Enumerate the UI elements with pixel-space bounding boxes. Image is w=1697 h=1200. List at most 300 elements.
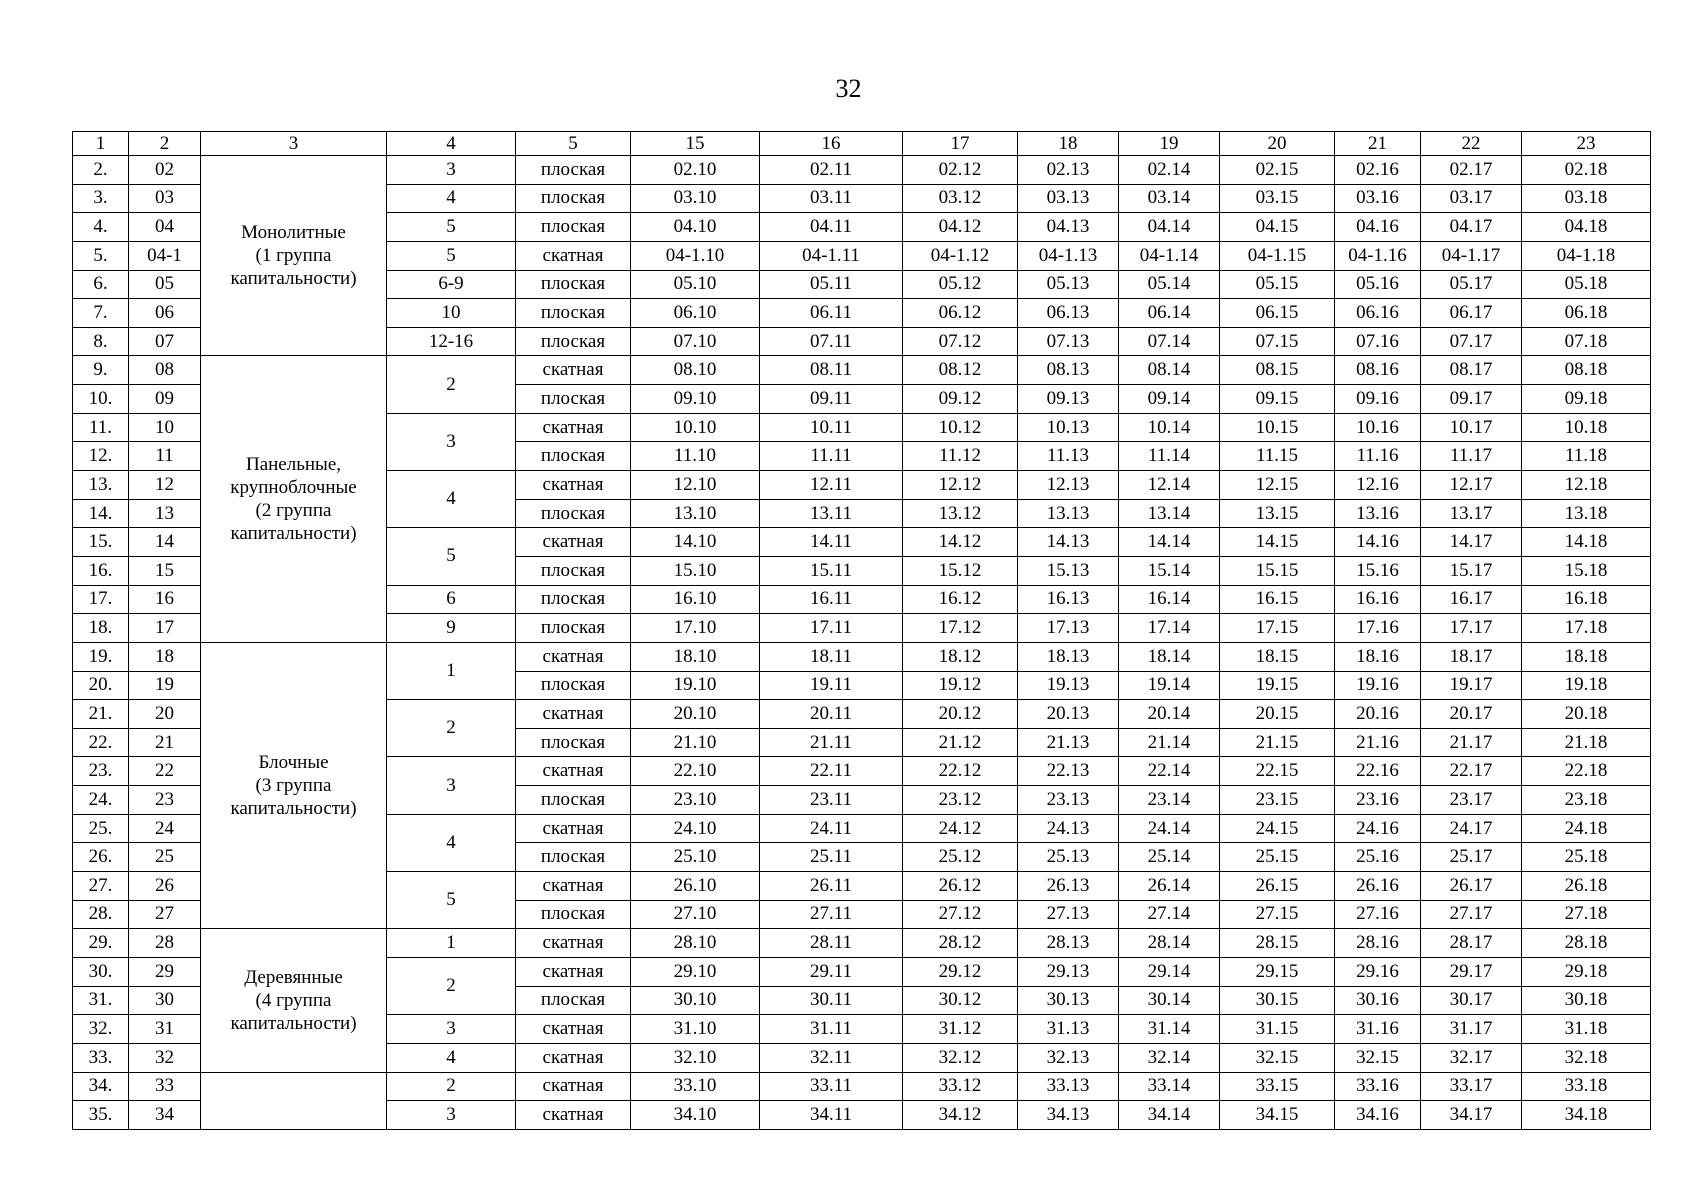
value-cell: 10.17 bbox=[1421, 413, 1522, 442]
value-cell: 34.10 bbox=[631, 1101, 760, 1130]
code-cell: 07 bbox=[129, 327, 201, 356]
value-cell: 22.18 bbox=[1522, 757, 1651, 786]
value-cell: 34.13 bbox=[1018, 1101, 1119, 1130]
value-cell: 30.15 bbox=[1220, 986, 1335, 1015]
value-cell: 18.13 bbox=[1018, 642, 1119, 671]
code-cell: 04 bbox=[129, 213, 201, 242]
value-cell: 29.12 bbox=[903, 957, 1018, 986]
row-number-cell: 29. bbox=[73, 929, 129, 958]
code-cell: 10 bbox=[129, 413, 201, 442]
value-cell: 24.11 bbox=[760, 814, 903, 843]
value-cell: 24.16 bbox=[1335, 814, 1421, 843]
value-cell: 26.14 bbox=[1119, 872, 1220, 901]
row-number-cell: 23. bbox=[73, 757, 129, 786]
value-cell: 17.11 bbox=[760, 614, 903, 643]
value-cell: 08.11 bbox=[760, 356, 903, 385]
floors-cell: 5 bbox=[387, 872, 516, 929]
floors-cell: 4 bbox=[387, 814, 516, 871]
row-number-cell: 13. bbox=[73, 471, 129, 500]
code-cell: 17 bbox=[129, 614, 201, 643]
value-cell: 03.17 bbox=[1421, 184, 1522, 213]
value-cell: 03.14 bbox=[1119, 184, 1220, 213]
value-cell: 29.18 bbox=[1522, 957, 1651, 986]
value-cell: 06.17 bbox=[1421, 299, 1522, 328]
value-cell: 30.18 bbox=[1522, 986, 1651, 1015]
value-cell: 09.17 bbox=[1421, 385, 1522, 414]
value-cell: 32.12 bbox=[903, 1043, 1018, 1072]
code-cell: 21 bbox=[129, 728, 201, 757]
floors-cell: 4 bbox=[387, 471, 516, 528]
value-cell: 29.11 bbox=[760, 957, 903, 986]
value-cell: 10.14 bbox=[1119, 413, 1220, 442]
roof-cell: скатная bbox=[516, 528, 631, 557]
row-number-cell: 21. bbox=[73, 700, 129, 729]
value-cell: 28.16 bbox=[1335, 929, 1421, 958]
value-cell: 17.12 bbox=[903, 614, 1018, 643]
value-cell: 26.15 bbox=[1220, 872, 1335, 901]
value-cell: 10.13 bbox=[1018, 413, 1119, 442]
value-cell: 07.16 bbox=[1335, 327, 1421, 356]
value-cell: 34.12 bbox=[903, 1101, 1018, 1130]
value-cell: 27.17 bbox=[1421, 900, 1522, 929]
value-cell: 34.17 bbox=[1421, 1101, 1522, 1130]
value-cell: 10.18 bbox=[1522, 413, 1651, 442]
roof-cell: плоская bbox=[516, 327, 631, 356]
value-cell: 27.11 bbox=[760, 900, 903, 929]
value-cell: 33.13 bbox=[1018, 1072, 1119, 1101]
table-row bbox=[73, 642, 1651, 671]
value-cell: 04.10 bbox=[631, 213, 760, 242]
value-cell: 28.15 bbox=[1220, 929, 1335, 958]
col-header: 2 bbox=[129, 132, 201, 156]
value-cell: 15.10 bbox=[631, 556, 760, 585]
value-cell: 33.14 bbox=[1119, 1072, 1220, 1101]
row-number-cell: 22. bbox=[73, 728, 129, 757]
row-number-cell: 19. bbox=[73, 642, 129, 671]
value-cell: 05.15 bbox=[1220, 270, 1335, 299]
value-cell: 03.15 bbox=[1220, 184, 1335, 213]
floors-cell: 4 bbox=[387, 1043, 516, 1072]
value-cell: 09.11 bbox=[760, 385, 903, 414]
value-cell: 17.15 bbox=[1220, 614, 1335, 643]
value-cell: 21.13 bbox=[1018, 728, 1119, 757]
roof-cell: скатная bbox=[516, 356, 631, 385]
floors-cell: 1 bbox=[387, 642, 516, 699]
roof-cell: плоская bbox=[516, 556, 631, 585]
value-cell: 23.14 bbox=[1119, 786, 1220, 815]
value-cell: 26.17 bbox=[1421, 872, 1522, 901]
roof-cell: плоская bbox=[516, 270, 631, 299]
value-cell: 08.15 bbox=[1220, 356, 1335, 385]
value-cell: 04-1.14 bbox=[1119, 241, 1220, 270]
value-cell: 28.14 bbox=[1119, 929, 1220, 958]
roof-cell: скатная bbox=[516, 471, 631, 500]
code-cell: 02 bbox=[129, 156, 201, 185]
value-cell: 19.13 bbox=[1018, 671, 1119, 700]
value-cell: 15.11 bbox=[760, 556, 903, 585]
value-cell: 33.10 bbox=[631, 1072, 760, 1101]
value-cell: 30.10 bbox=[631, 986, 760, 1015]
value-cell: 28.13 bbox=[1018, 929, 1119, 958]
code-cell: 16 bbox=[129, 585, 201, 614]
row-number-cell: 5. bbox=[73, 241, 129, 270]
value-cell: 14.13 bbox=[1018, 528, 1119, 557]
row-number-cell: 9. bbox=[73, 356, 129, 385]
floors-cell: 3 bbox=[387, 1101, 516, 1130]
row-number-cell: 8. bbox=[73, 327, 129, 356]
code-cell: 24 bbox=[129, 814, 201, 843]
col-header: 1 bbox=[73, 132, 129, 156]
value-cell: 26.18 bbox=[1522, 872, 1651, 901]
value-cell: 24.10 bbox=[631, 814, 760, 843]
code-cell: 06 bbox=[129, 299, 201, 328]
value-cell: 33.15 bbox=[1220, 1072, 1335, 1101]
code-cell: 13 bbox=[129, 499, 201, 528]
value-cell: 07.10 bbox=[631, 327, 760, 356]
code-cell: 30 bbox=[129, 986, 201, 1015]
value-cell: 29.15 bbox=[1220, 957, 1335, 986]
value-cell: 18.12 bbox=[903, 642, 1018, 671]
value-cell: 06.14 bbox=[1119, 299, 1220, 328]
roof-cell: скатная bbox=[516, 757, 631, 786]
value-cell: 31.14 bbox=[1119, 1015, 1220, 1044]
row-number-cell: 28. bbox=[73, 900, 129, 929]
col-header: 4 bbox=[387, 132, 516, 156]
value-cell: 24.17 bbox=[1421, 814, 1522, 843]
row-number-cell: 33. bbox=[73, 1043, 129, 1072]
value-cell: 18.17 bbox=[1421, 642, 1522, 671]
value-cell: 21.10 bbox=[631, 728, 760, 757]
row-number-cell: 3. bbox=[73, 184, 129, 213]
value-cell: 11.18 bbox=[1522, 442, 1651, 471]
value-cell: 23.13 bbox=[1018, 786, 1119, 815]
roof-cell: плоская bbox=[516, 499, 631, 528]
value-cell: 23.17 bbox=[1421, 786, 1522, 815]
value-cell: 10.15 bbox=[1220, 413, 1335, 442]
value-cell: 14.16 bbox=[1335, 528, 1421, 557]
value-cell: 23.18 bbox=[1522, 786, 1651, 815]
value-cell: 16.13 bbox=[1018, 585, 1119, 614]
value-cell: 08.17 bbox=[1421, 356, 1522, 385]
page-number: 32 bbox=[835, 74, 862, 103]
value-cell: 04-1.12 bbox=[903, 241, 1018, 270]
value-cell: 14.10 bbox=[631, 528, 760, 557]
roof-cell: скатная bbox=[516, 642, 631, 671]
value-cell: 22.17 bbox=[1421, 757, 1522, 786]
row-number-cell: 14. bbox=[73, 499, 129, 528]
value-cell: 04.11 bbox=[760, 213, 903, 242]
value-cell: 15.17 bbox=[1421, 556, 1522, 585]
code-cell: 31 bbox=[129, 1015, 201, 1044]
row-number-cell: 32. bbox=[73, 1015, 129, 1044]
code-cell: 14 bbox=[129, 528, 201, 557]
value-cell: 34.11 bbox=[760, 1101, 903, 1130]
group-cell: Блочные (3 группа капитальности) bbox=[201, 642, 387, 928]
row-number-cell: 4. bbox=[73, 213, 129, 242]
value-cell: 14.15 bbox=[1220, 528, 1335, 557]
value-cell: 05.11 bbox=[760, 270, 903, 299]
value-cell: 15.12 bbox=[903, 556, 1018, 585]
value-cell: 07.12 bbox=[903, 327, 1018, 356]
value-cell: 20.11 bbox=[760, 700, 903, 729]
value-cell: 27.15 bbox=[1220, 900, 1335, 929]
value-cell: 21.12 bbox=[903, 728, 1018, 757]
code-cell: 33 bbox=[129, 1072, 201, 1101]
value-cell: 13.11 bbox=[760, 499, 903, 528]
value-cell: 02.18 bbox=[1522, 156, 1651, 185]
roof-cell: плоская bbox=[516, 843, 631, 872]
value-cell: 10.10 bbox=[631, 413, 760, 442]
floors-cell: 3 bbox=[387, 757, 516, 814]
value-cell: 09.18 bbox=[1522, 385, 1651, 414]
value-cell: 19.15 bbox=[1220, 671, 1335, 700]
value-cell: 17.13 bbox=[1018, 614, 1119, 643]
value-cell: 06.11 bbox=[760, 299, 903, 328]
value-cell: 12.14 bbox=[1119, 471, 1220, 500]
value-cell: 29.16 bbox=[1335, 957, 1421, 986]
value-cell: 14.12 bbox=[903, 528, 1018, 557]
value-cell: 19.12 bbox=[903, 671, 1018, 700]
code-cell: 11 bbox=[129, 442, 201, 471]
roof-cell: скатная bbox=[516, 413, 631, 442]
value-cell: 34.15 bbox=[1220, 1101, 1335, 1130]
value-cell: 32.18 bbox=[1522, 1043, 1651, 1072]
value-cell: 28.17 bbox=[1421, 929, 1522, 958]
value-cell: 04-1.15 bbox=[1220, 241, 1335, 270]
value-cell: 11.15 bbox=[1220, 442, 1335, 471]
floors-cell: 6 bbox=[387, 585, 516, 614]
value-cell: 13.15 bbox=[1220, 499, 1335, 528]
code-cell: 05 bbox=[129, 270, 201, 299]
table-row bbox=[73, 929, 1651, 958]
value-cell: 02.16 bbox=[1335, 156, 1421, 185]
roof-cell: скатная bbox=[516, 1072, 631, 1101]
roof-cell: скатная bbox=[516, 1101, 631, 1130]
roof-cell: плоская bbox=[516, 213, 631, 242]
value-cell: 26.13 bbox=[1018, 872, 1119, 901]
value-cell: 21.14 bbox=[1119, 728, 1220, 757]
value-cell: 16.11 bbox=[760, 585, 903, 614]
value-cell: 34.18 bbox=[1522, 1101, 1651, 1130]
value-cell: 18.10 bbox=[631, 642, 760, 671]
roof-cell: скатная bbox=[516, 700, 631, 729]
value-cell: 02.14 bbox=[1119, 156, 1220, 185]
value-cell: 16.15 bbox=[1220, 585, 1335, 614]
value-cell: 15.15 bbox=[1220, 556, 1335, 585]
col-header: 5 bbox=[516, 132, 631, 156]
row-number-cell: 20. bbox=[73, 671, 129, 700]
value-cell: 26.10 bbox=[631, 872, 760, 901]
value-cell: 04.12 bbox=[903, 213, 1018, 242]
value-cell: 04-1.16 bbox=[1335, 241, 1421, 270]
col-header: 23 bbox=[1522, 132, 1651, 156]
col-header: 15 bbox=[631, 132, 760, 156]
value-cell: 06.13 bbox=[1018, 299, 1119, 328]
value-cell: 18.15 bbox=[1220, 642, 1335, 671]
value-cell: 22.10 bbox=[631, 757, 760, 786]
code-cell: 20 bbox=[129, 700, 201, 729]
value-cell: 17.18 bbox=[1522, 614, 1651, 643]
roof-cell: скатная bbox=[516, 241, 631, 270]
value-cell: 13.14 bbox=[1119, 499, 1220, 528]
value-cell: 26.11 bbox=[760, 872, 903, 901]
value-cell: 30.17 bbox=[1421, 986, 1522, 1015]
floors-cell: 9 bbox=[387, 614, 516, 643]
value-cell: 32.10 bbox=[631, 1043, 760, 1072]
value-cell: 33.17 bbox=[1421, 1072, 1522, 1101]
row-number-cell: 27. bbox=[73, 872, 129, 901]
col-header: 16 bbox=[760, 132, 903, 156]
roof-cell: скатная bbox=[516, 872, 631, 901]
value-cell: 05.12 bbox=[903, 270, 1018, 299]
value-cell: 11.12 bbox=[903, 442, 1018, 471]
code-cell: 19 bbox=[129, 671, 201, 700]
value-cell: 06.10 bbox=[631, 299, 760, 328]
value-cell: 22.16 bbox=[1335, 757, 1421, 786]
row-number-cell: 16. bbox=[73, 556, 129, 585]
value-cell: 06.16 bbox=[1335, 299, 1421, 328]
data-table bbox=[72, 131, 1651, 1130]
value-cell: 30.12 bbox=[903, 986, 1018, 1015]
roof-cell: плоская bbox=[516, 671, 631, 700]
value-cell: 13.16 bbox=[1335, 499, 1421, 528]
roof-cell: скатная bbox=[516, 1043, 631, 1072]
code-cell: 32 bbox=[129, 1043, 201, 1072]
floors-cell: 3 bbox=[387, 1015, 516, 1044]
col-header: 20 bbox=[1220, 132, 1335, 156]
value-cell: 15.16 bbox=[1335, 556, 1421, 585]
value-cell: 20.13 bbox=[1018, 700, 1119, 729]
row-number-cell: 17. bbox=[73, 585, 129, 614]
roof-cell: скатная bbox=[516, 957, 631, 986]
value-cell: 04-1.18 bbox=[1522, 241, 1651, 270]
value-cell: 32.15 bbox=[1335, 1043, 1421, 1072]
code-cell: 26 bbox=[129, 872, 201, 901]
value-cell: 25.18 bbox=[1522, 843, 1651, 872]
value-cell: 13.17 bbox=[1421, 499, 1522, 528]
value-cell: 12.10 bbox=[631, 471, 760, 500]
floors-cell: 5 bbox=[387, 213, 516, 242]
value-cell: 27.10 bbox=[631, 900, 760, 929]
value-cell: 19.11 bbox=[760, 671, 903, 700]
value-cell: 27.18 bbox=[1522, 900, 1651, 929]
code-cell: 18 bbox=[129, 642, 201, 671]
value-cell: 30.16 bbox=[1335, 986, 1421, 1015]
value-cell: 02.10 bbox=[631, 156, 760, 185]
value-cell: 04-1.13 bbox=[1018, 241, 1119, 270]
value-cell: 05.10 bbox=[631, 270, 760, 299]
value-cell: 24.13 bbox=[1018, 814, 1119, 843]
group-cell: Деревянные (4 группа капитальности) bbox=[201, 929, 387, 1072]
value-cell: 22.11 bbox=[760, 757, 903, 786]
value-cell: 05.18 bbox=[1522, 270, 1651, 299]
roof-cell: плоская bbox=[516, 442, 631, 471]
value-cell: 19.14 bbox=[1119, 671, 1220, 700]
roof-cell: плоская bbox=[516, 986, 631, 1015]
value-cell: 34.16 bbox=[1335, 1101, 1421, 1130]
value-cell: 04.13 bbox=[1018, 213, 1119, 242]
value-cell: 14.11 bbox=[760, 528, 903, 557]
row-number-cell: 31. bbox=[73, 986, 129, 1015]
code-cell: 09 bbox=[129, 385, 201, 414]
value-cell: 25.13 bbox=[1018, 843, 1119, 872]
floors-cell: 12-16 bbox=[387, 327, 516, 356]
value-cell: 22.15 bbox=[1220, 757, 1335, 786]
row-number-cell: 2. bbox=[73, 156, 129, 185]
value-cell: 25.11 bbox=[760, 843, 903, 872]
value-cell: 20.17 bbox=[1421, 700, 1522, 729]
floors-cell: 5 bbox=[387, 528, 516, 585]
value-cell: 21.11 bbox=[760, 728, 903, 757]
code-cell: 28 bbox=[129, 929, 201, 958]
value-cell: 03.12 bbox=[903, 184, 1018, 213]
value-cell: 12.17 bbox=[1421, 471, 1522, 500]
value-cell: 22.14 bbox=[1119, 757, 1220, 786]
value-cell: 32.15 bbox=[1220, 1043, 1335, 1072]
value-cell: 25.14 bbox=[1119, 843, 1220, 872]
row-number-cell: 11. bbox=[73, 413, 129, 442]
value-cell: 24.15 bbox=[1220, 814, 1335, 843]
value-cell: 32.13 bbox=[1018, 1043, 1119, 1072]
row-number-cell: 12. bbox=[73, 442, 129, 471]
value-cell: 06.18 bbox=[1522, 299, 1651, 328]
floors-cell: 4 bbox=[387, 184, 516, 213]
value-cell: 04.18 bbox=[1522, 213, 1651, 242]
value-cell: 28.12 bbox=[903, 929, 1018, 958]
code-cell: 25 bbox=[129, 843, 201, 872]
value-cell: 12.15 bbox=[1220, 471, 1335, 500]
value-cell: 16.16 bbox=[1335, 585, 1421, 614]
value-cell: 07.18 bbox=[1522, 327, 1651, 356]
value-cell: 17.16 bbox=[1335, 614, 1421, 643]
value-cell: 09.16 bbox=[1335, 385, 1421, 414]
value-cell: 02.17 bbox=[1421, 156, 1522, 185]
value-cell: 03.13 bbox=[1018, 184, 1119, 213]
value-cell: 33.12 bbox=[903, 1072, 1018, 1101]
value-cell: 04.15 bbox=[1220, 213, 1335, 242]
value-cell: 32.14 bbox=[1119, 1043, 1220, 1072]
value-cell: 19.17 bbox=[1421, 671, 1522, 700]
value-cell: 27.16 bbox=[1335, 900, 1421, 929]
value-cell: 08.13 bbox=[1018, 356, 1119, 385]
value-cell: 03.10 bbox=[631, 184, 760, 213]
row-number-cell: 6. bbox=[73, 270, 129, 299]
col-header: 18 bbox=[1018, 132, 1119, 156]
value-cell: 02.12 bbox=[903, 156, 1018, 185]
value-cell: 10.16 bbox=[1335, 413, 1421, 442]
value-cell: 04.17 bbox=[1421, 213, 1522, 242]
roof-cell: плоская bbox=[516, 385, 631, 414]
value-cell: 18.18 bbox=[1522, 642, 1651, 671]
floors-cell: 10 bbox=[387, 299, 516, 328]
value-cell: 27.14 bbox=[1119, 900, 1220, 929]
value-cell: 25.17 bbox=[1421, 843, 1522, 872]
value-cell: 08.14 bbox=[1119, 356, 1220, 385]
value-cell: 20.12 bbox=[903, 700, 1018, 729]
value-cell: 05.16 bbox=[1335, 270, 1421, 299]
value-cell: 23.12 bbox=[903, 786, 1018, 815]
row-number-cell: 7. bbox=[73, 299, 129, 328]
value-cell: 20.10 bbox=[631, 700, 760, 729]
roof-cell: плоская bbox=[516, 585, 631, 614]
value-cell: 08.12 bbox=[903, 356, 1018, 385]
roof-cell: плоская bbox=[516, 299, 631, 328]
floors-cell: 5 bbox=[387, 241, 516, 270]
floors-cell: 2 bbox=[387, 957, 516, 1014]
value-cell: 32.11 bbox=[760, 1043, 903, 1072]
value-cell: 20.14 bbox=[1119, 700, 1220, 729]
code-cell: 23 bbox=[129, 786, 201, 815]
